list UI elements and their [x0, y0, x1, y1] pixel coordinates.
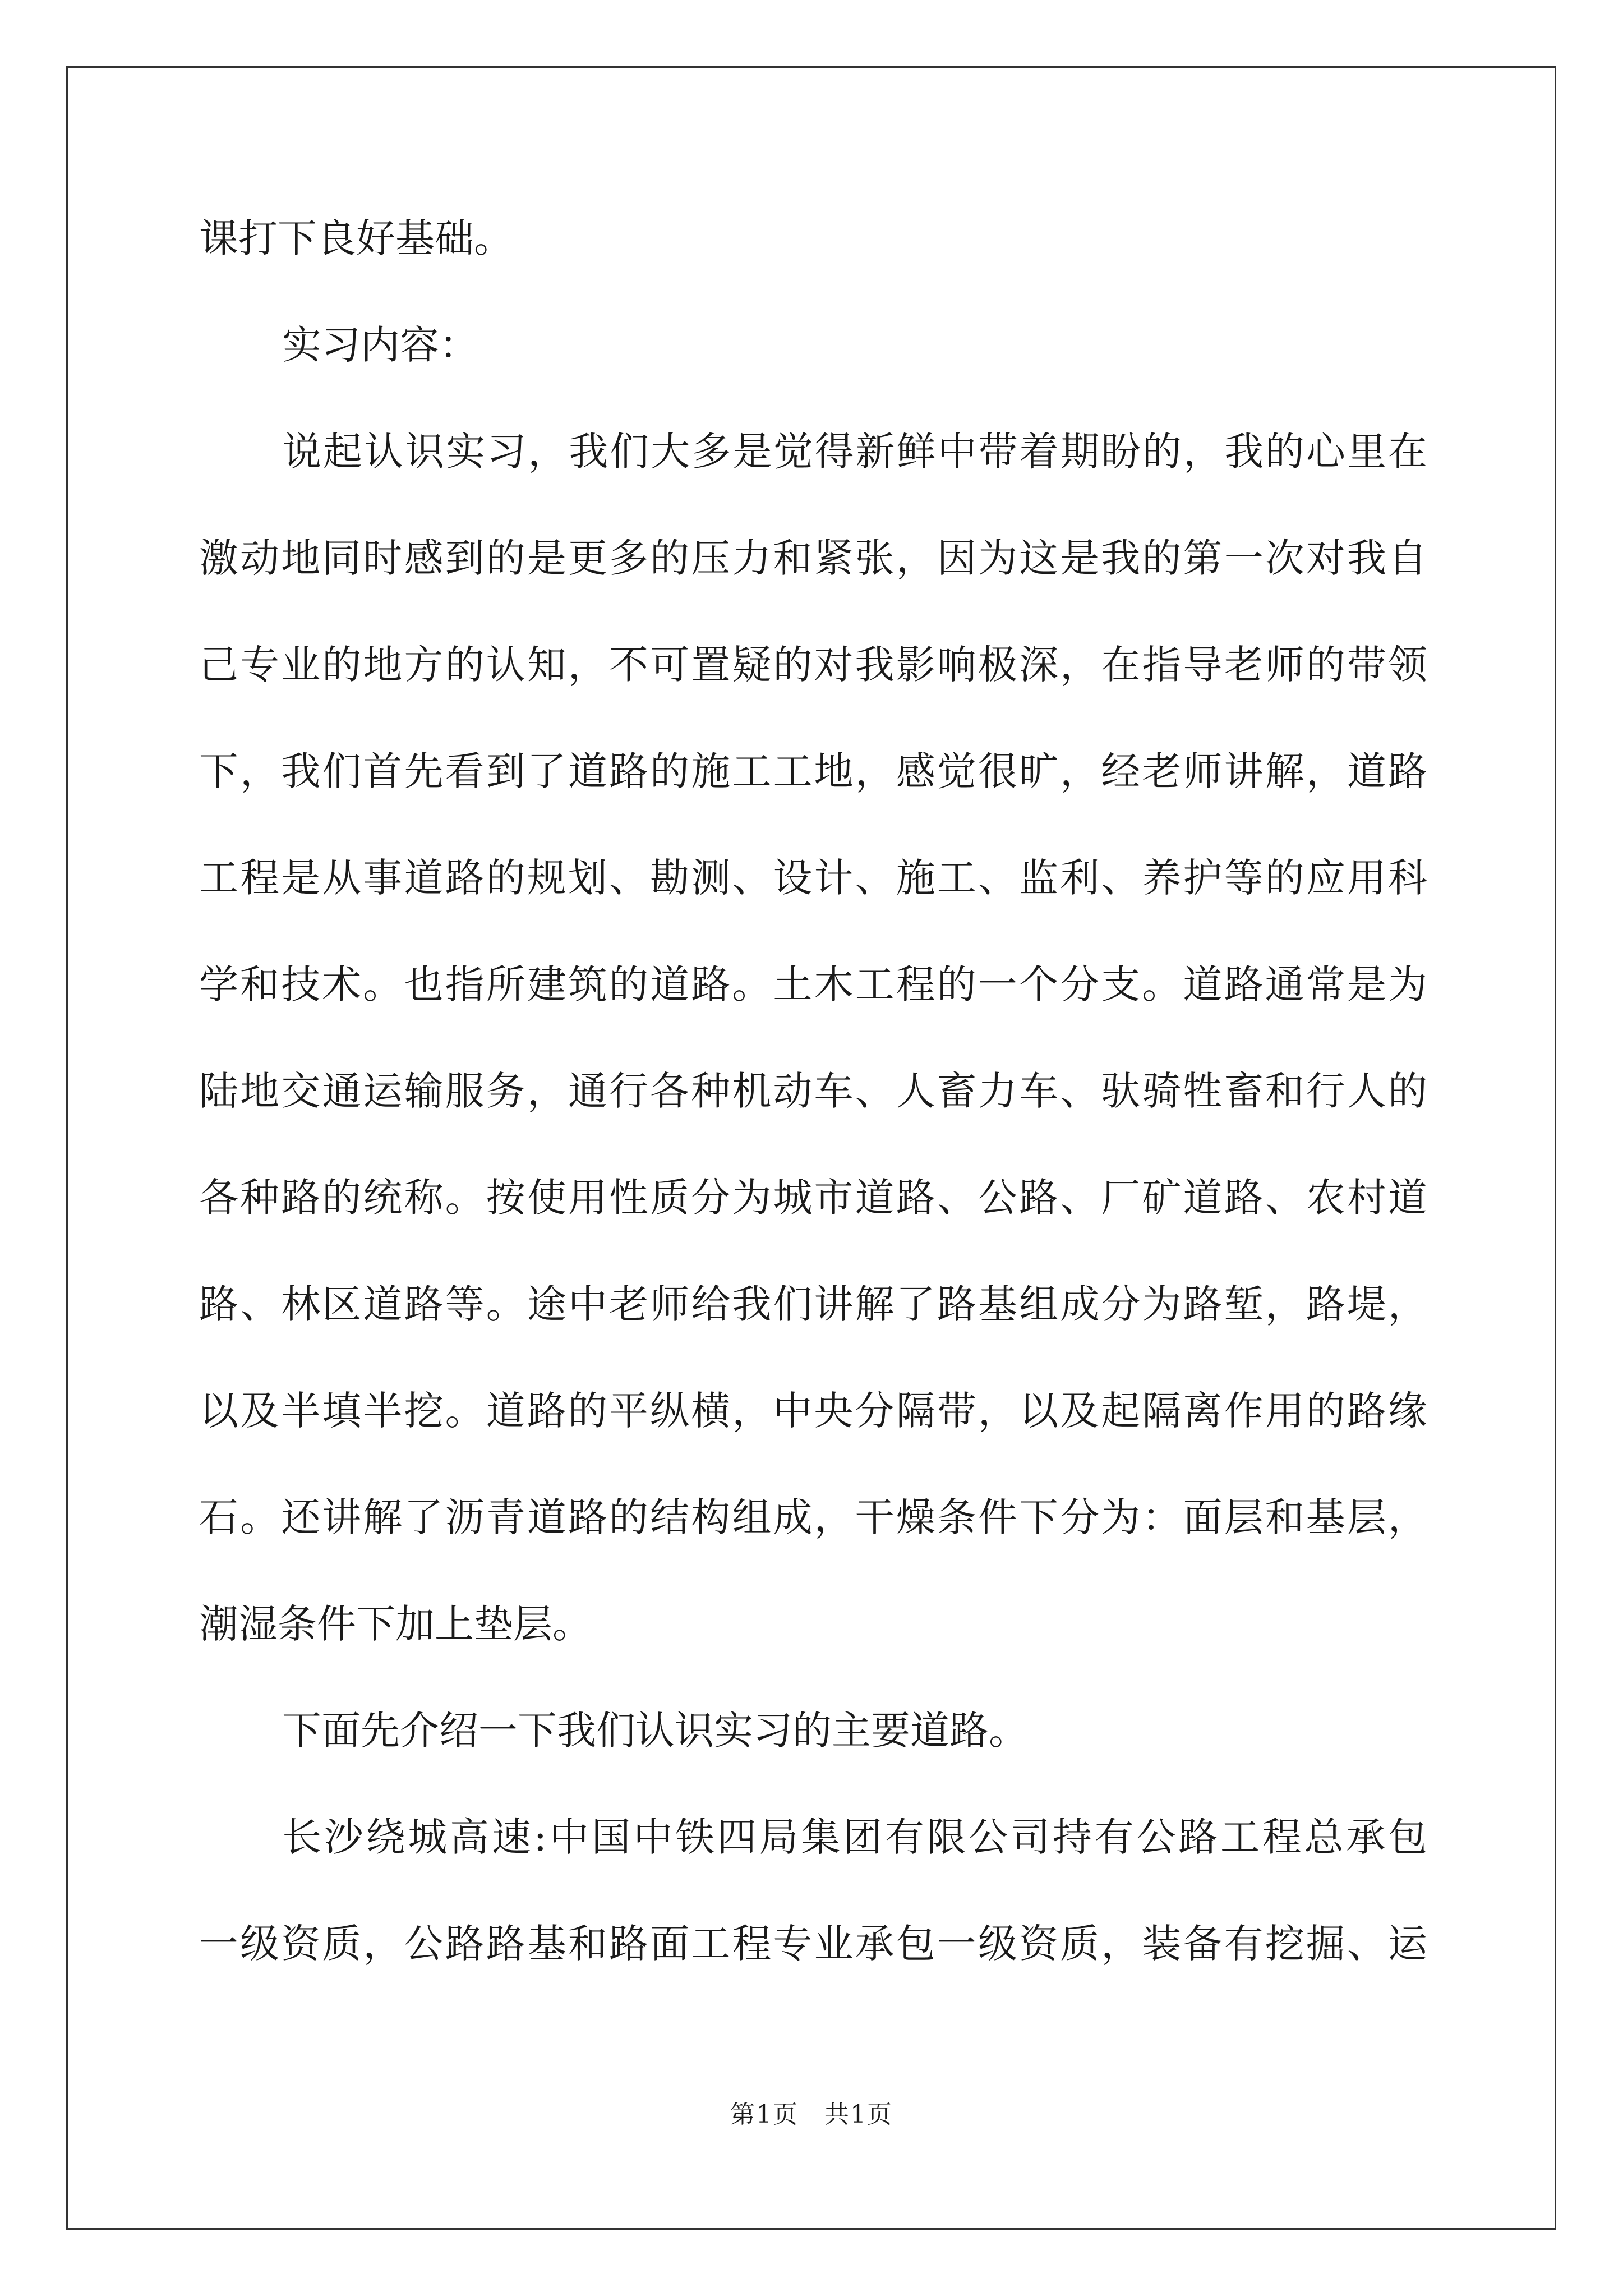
text-line: 一级资质，公路路基和路面工程专业承包一级资质，装备有挖掘、运	[199, 1921, 1427, 1967]
text-line: 长沙绕城高速:中国中铁四局集团有限公司持有公路工程总承包	[282, 1814, 1427, 1860]
text-line: 学和技术。也指所建筑的道路。土木工程的一个分支。道路通常是为	[199, 961, 1427, 1007]
text-line: 激动地同时感到的是更多的压力和紧张，因为这是我的第一次对我自	[199, 535, 1427, 581]
text-line: 实习内容：	[282, 322, 478, 368]
text-line: 说起认识实习，我们大多是觉得新鲜中带着期盼的，我的心里在	[282, 429, 1427, 475]
text-line: 陆地交通运输服务，通行各种机动车、人畜力车、驮骑牲畜和行人的	[199, 1068, 1427, 1114]
document-body	[199, 185, 1427, 1997]
text-line: 下面先介绍一下我们认识实习的主要道路。	[282, 1708, 1028, 1754]
page-footer: 第1页 共1页	[730, 2100, 893, 2129]
text-line: 课打下良好基础。	[199, 215, 513, 261]
text-line: 各种路的统称。按使用性质分为城市道路、公路、厂矿道路、农村道	[199, 1175, 1427, 1221]
text-line: 潮湿条件下加上垫层。	[199, 1601, 592, 1647]
text-line: 工程是从事道路的规划、勘测、设计、施工、监利、养护等的应用科	[199, 855, 1427, 901]
text-line: 己专业的地方的认知，不可置疑的对我影响极深，在指导老师的带领	[199, 642, 1427, 688]
text-line: 以及半填半挖。道路的平纵横，中央分隔带，以及起隔离作用的路缘	[199, 1388, 1427, 1434]
text-line: 石。还讲解了沥青道路的结构组成，干燥条件下分为：面层和基层，	[199, 1494, 1427, 1540]
text-line: 下，我们首先看到了道路的施工工地，感觉很旷，经老师讲解，道路	[199, 748, 1427, 794]
text-line: 路、林区道路等。途中老师给我们讲解了路基组成分为路堑，路堤，	[199, 1281, 1427, 1327]
